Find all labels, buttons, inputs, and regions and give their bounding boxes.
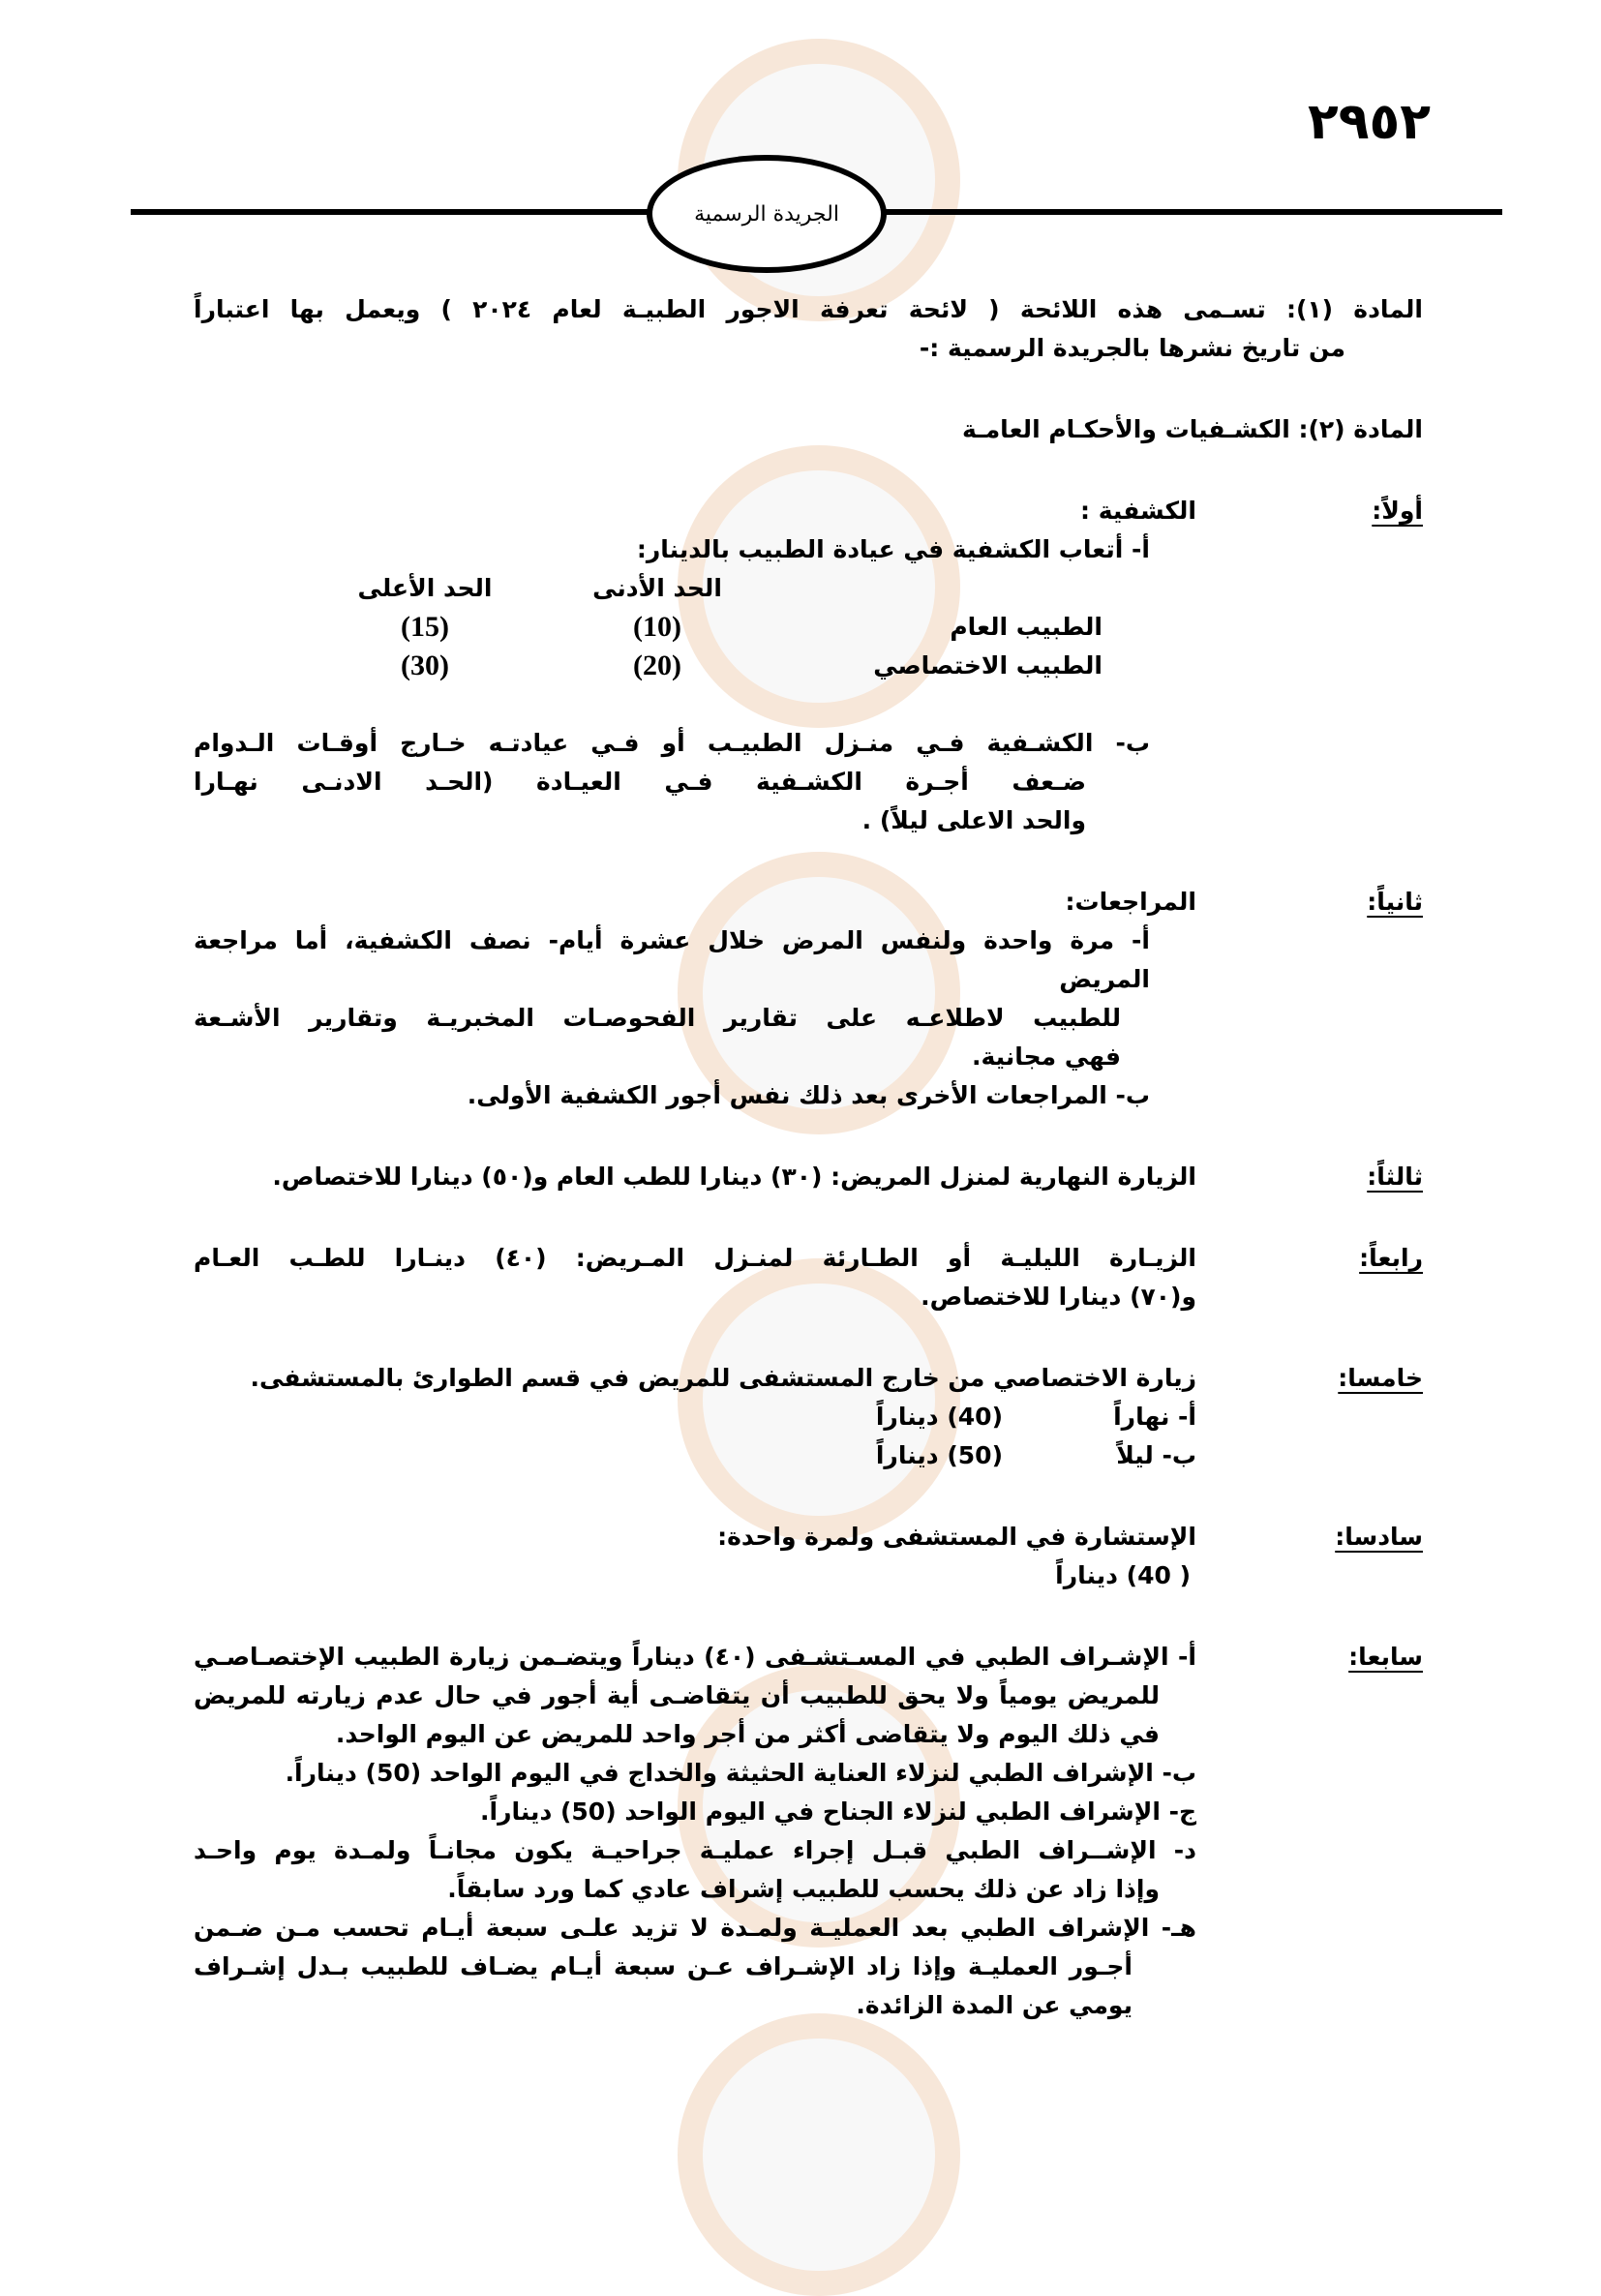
article1	[194, 290, 1423, 368]
first-a: أ- أتعاب الكشفية في عيادة الطبيب بالدينار:	[636, 535, 1150, 563]
table-row-name: الطبيب العام	[950, 613, 1103, 641]
gazette-title: الجريدة الرسمية	[694, 201, 839, 227]
seventh-line: أ- الإشـراف الطبي في المسـتشـفى (٤٠) ديناراً ويتضـمن زيارة الطبيب الإختصـاصـي	[194, 1643, 1196, 1671]
section-label-sixth: سادسا:	[1335, 1523, 1423, 1551]
table-row-min: (20)	[633, 650, 681, 681]
section-label-third: ثالثاً:	[1367, 1163, 1423, 1191]
article2-title: المادة (٢): الكشـفيات والأحكـام العامـة	[962, 415, 1423, 443]
seventh-line: يومي عن المدة الزائدة.	[856, 1991, 1133, 2019]
fourth-line: الزيـارة الليليـة أو الطـارئة لمنـزل المـريض: (٤٠) دينـارا للطـب العـام	[194, 1244, 1196, 1272]
fee-table	[194, 569, 1196, 685]
article1-line2: من تاريخ نشرها بالجريدة الرسمية :-	[919, 334, 1345, 362]
gazette-title-oval	[647, 155, 887, 273]
section-fifth	[194, 1359, 1423, 1475]
seventh-line: هـ- الإشراف الطبي بعد العمليـة ولمـدة لا تزيد علـى سبعة أيـام تحسب مـن ضـمن	[194, 1914, 1196, 1942]
first-b-line: ضـعف أجـرة الكشـفية فـي العيـادة (الحـد الادنـى نهـارا	[194, 768, 1086, 796]
fifth-row-name: أ- نهاراً	[1113, 1403, 1196, 1431]
page-number: ٢٩٥٢	[1308, 93, 1431, 151]
table-row-name: الطبيب الاختصاصي	[873, 651, 1103, 680]
seventh-line: في ذلك اليوم ولا يتقاضى أكثر من أجر واحد للمريض عن اليوم الواحد.	[335, 1720, 1160, 1748]
watermark-clock	[678, 2013, 960, 2296]
section-label-second: ثانياً:	[1367, 888, 1423, 916]
seventh-line: أجـور العمليـة وإذا زاد الإشـراف عـن سبعة أيـام يضـاف للطبيب بـدل إشـراف	[194, 1952, 1133, 1980]
seventh-line: ج- الإشراف الطبي لنزلاء الجناح في اليوم الواحد (50) ديناراً.	[480, 1798, 1196, 1826]
first-title: الكشفية :	[1080, 497, 1196, 525]
table-header-min: الحد الأدنى	[592, 574, 722, 602]
second-a-line: فهي مجانية.	[971, 1042, 1121, 1071]
sixth-text: الإستشارة في المستشفى ولمرة واحدة:	[717, 1523, 1196, 1551]
sixth-value: ( 40) ديناراً	[1055, 1561, 1191, 1589]
document-body	[194, 290, 1423, 2025]
section-label-fourth: رابعاً:	[1359, 1244, 1423, 1272]
fifth-text: زيارة الاختصاصي من خارج المستشفى للمريض في قسم الطوارئ بالمستشفى.	[250, 1364, 1196, 1392]
fifth-row-value: (40) ديناراً	[875, 1403, 1003, 1431]
seventh-line: وإذا زاد عن ذلك يحسب للطبيب إشراف عادي كما ورد سابقاً.	[447, 1875, 1160, 1903]
section-seventh	[194, 1638, 1423, 2025]
second-title: المراجعات:	[1065, 888, 1196, 916]
second-b: ب- المراجعات الأخرى بعد ذلك نفس أجور الكشفية الأولى.	[467, 1081, 1150, 1109]
seventh-line: للمريض يومياً ولا يحق للطبيب أن يتقاضـى أية أجور في حال عدم زيارته للمريض	[194, 1681, 1160, 1709]
second-a-line: للطبيب لاطلاعـه على تقارير الفحوصـات المخبريـة وتقارير الأشـعة	[194, 1004, 1121, 1032]
fifth-row	[194, 1436, 1196, 1475]
article1-line1: المادة (١): تسـمى هذه اللائحة ( لائحة تعرفة الاجور الطبيـة لعام ٢٠٢٤ ) ويعمل بها اعتباراً	[194, 295, 1423, 323]
table-row-max: (30)	[401, 650, 449, 681]
section-label-fifth: خامسا:	[1338, 1364, 1423, 1392]
first-b-line: ب- الكشـفية فـي منـزل الطبيـب أو فـي عيادتـه خـارج أوقـات الـدوام	[194, 729, 1150, 757]
section-label-first: أولاً:	[1372, 497, 1423, 525]
section-second	[194, 883, 1423, 1115]
seventh-line: ب- الإشراف الطبي لنزلاء العناية الحثيثة والخداج في اليوم الواحد (50) ديناراً.	[285, 1759, 1196, 1787]
section-sixth	[194, 1518, 1423, 1595]
section-fourth	[194, 1239, 1423, 1316]
third-text: الزيارة النهارية لمنزل المريض: (٣٠) دينارا للطب العام و(٥٠) دينارا للاختصاص.	[272, 1163, 1196, 1191]
table-row-min: (10)	[633, 611, 681, 643]
table-row-max: (15)	[401, 611, 449, 643]
table-header-max: الحد الأعلى	[357, 574, 493, 602]
section-label-seventh: سابعا:	[1348, 1643, 1423, 1671]
fifth-row-value: (50) ديناراً	[875, 1441, 1003, 1469]
first-b-line: والحد الاعلى ليلاً) .	[861, 806, 1086, 834]
fifth-row	[194, 1398, 1196, 1436]
fifth-row-name: ب- ليلاً	[1116, 1441, 1196, 1469]
fourth-line: و(٧٠) دينارا للاختصاص.	[921, 1283, 1196, 1311]
section-third	[194, 1158, 1423, 1196]
second-a-line: أ- مرة واحدة ولنفس المرض خلال عشرة أيام- نصف الكشفية، أما مراجعة المريض	[194, 926, 1150, 993]
section-first	[194, 492, 1423, 840]
seventh-line: د- الإشــراف الطبي قبـل إجراء عمليـة جراحيـة يكون مجانـاً ولمـدة يوم واحـد	[194, 1836, 1196, 1864]
